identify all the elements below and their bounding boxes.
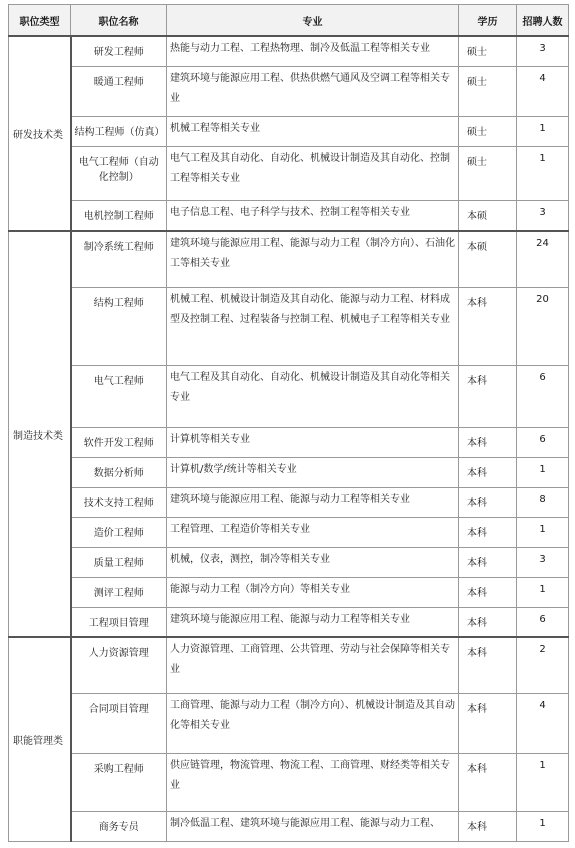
degree-requirement: 本硕 <box>459 200 517 231</box>
header-name: 职位名称 <box>71 5 167 37</box>
job-title: 人力资源管理 <box>71 637 167 693</box>
table-row <box>9 457 569 487</box>
major-requirement: 计算机等相关专业 <box>167 427 459 457</box>
header-major: 专业 <box>167 5 459 37</box>
table-row <box>9 287 569 365</box>
hiring-count: 6 <box>517 365 569 427</box>
table-row <box>9 231 569 287</box>
degree-requirement: 本科 <box>459 457 517 487</box>
hiring-count: 8 <box>517 487 569 517</box>
job-title: 造价工程师 <box>71 517 167 547</box>
table-row <box>9 577 569 607</box>
job-title: 技术支持工程师 <box>71 487 167 517</box>
degree-requirement: 本科 <box>459 693 517 753</box>
hiring-count: 20 <box>517 287 569 365</box>
degree-requirement: 硕士 <box>459 36 517 66</box>
recruitment-table <box>8 4 569 842</box>
table-row <box>9 66 569 116</box>
major-requirement: 人力资源管理、工商管理、公共管理、劳动与社会保障等相关专业 <box>167 637 459 693</box>
table-row <box>9 146 569 200</box>
job-title: 暖通工程师 <box>71 66 167 116</box>
hiring-count: 3 <box>517 200 569 231</box>
table-row <box>9 365 569 427</box>
hiring-count: 6 <box>517 427 569 457</box>
degree-requirement: 硕士 <box>459 146 517 200</box>
table-row <box>9 811 569 841</box>
major-requirement: 工程管理、工程造价等相关专业 <box>167 517 459 547</box>
header-degree: 学历 <box>459 5 517 37</box>
hiring-count: 1 <box>517 577 569 607</box>
major-requirement: 计算机/数学/统计等相关专业 <box>167 457 459 487</box>
degree-requirement: 本硕 <box>459 231 517 287</box>
major-requirement: 建筑环境与能源应用工程、能源与动力工程等相关专业 <box>167 607 459 637</box>
job-category: 研发技术类 <box>9 36 71 231</box>
hiring-count: 1 <box>517 116 569 146</box>
major-requirement: 工商管理、能源与动力工程（制冷方向）、机械设计制造及其自动化等相关专业 <box>167 693 459 753</box>
header-row <box>9 5 569 37</box>
degree-requirement: 本科 <box>459 487 517 517</box>
table-row <box>9 200 569 231</box>
job-category: 职能管理类 <box>9 637 71 841</box>
job-title: 结构工程师（仿真） <box>71 116 167 146</box>
job-category: 制造技术类 <box>9 231 71 637</box>
degree-requirement: 本科 <box>459 577 517 607</box>
hiring-count: 3 <box>517 547 569 577</box>
hiring-count: 4 <box>517 693 569 753</box>
hiring-count: 1 <box>517 753 569 811</box>
table-row <box>9 116 569 146</box>
job-title: 质量工程师 <box>71 547 167 577</box>
job-title: 测评工程师 <box>71 577 167 607</box>
major-requirement: 建筑环境与能源应用工程、能源与动力工程等相关专业 <box>167 487 459 517</box>
degree-requirement: 本科 <box>459 607 517 637</box>
major-requirement: 制冷低温工程、建筑环境与能源应用工程、能源与动力工程、 <box>167 811 459 841</box>
degree-requirement: 硕士 <box>459 66 517 116</box>
major-requirement: 机械工程等相关专业 <box>167 116 459 146</box>
job-title: 制冷系统工程师 <box>71 231 167 287</box>
hiring-count: 1 <box>517 457 569 487</box>
hiring-count: 1 <box>517 811 569 841</box>
table-row <box>9 693 569 753</box>
table-row <box>9 547 569 577</box>
job-title: 工程项目管理 <box>71 607 167 637</box>
table-row <box>9 36 569 66</box>
job-title: 采购工程师 <box>71 753 167 811</box>
hiring-count: 3 <box>517 36 569 66</box>
degree-requirement: 本科 <box>459 547 517 577</box>
table-row <box>9 637 569 693</box>
degree-requirement: 硕士 <box>459 116 517 146</box>
job-title: 结构工程师 <box>71 287 167 365</box>
major-requirement: 建筑环境与能源应用工程、能源与动力工程（制冷方向）、石油化工等相关专业 <box>167 231 459 287</box>
major-requirement: 能源与动力工程（制冷方向）等相关专业 <box>167 577 459 607</box>
degree-requirement: 本科 <box>459 287 517 365</box>
degree-requirement: 本科 <box>459 637 517 693</box>
major-requirement: 机械工程、机械设计制造及其自动化、能源与动力工程、材料成型及控制工程、过程装备与控制工程、机械电子工程等相关专业 <box>167 287 459 365</box>
job-title: 电气工程师（自动化控制） <box>71 146 167 200</box>
table-row <box>9 607 569 637</box>
degree-requirement: 本科 <box>459 365 517 427</box>
header-type: 职位类型 <box>9 5 71 37</box>
job-title: 合同项目管理 <box>71 693 167 753</box>
degree-requirement: 本科 <box>459 517 517 547</box>
hiring-count: 24 <box>517 231 569 287</box>
degree-requirement: 本科 <box>459 811 517 841</box>
degree-requirement: 本科 <box>459 427 517 457</box>
hiring-count: 1 <box>517 146 569 200</box>
major-requirement: 热能与动力工程、工程热物理、制冷及低温工程等相关专业 <box>167 36 459 66</box>
job-title: 数据分析师 <box>71 457 167 487</box>
job-title: 研发工程师 <box>71 36 167 66</box>
table-row <box>9 427 569 457</box>
header-count: 招聘人数 <box>517 5 569 37</box>
hiring-count: 4 <box>517 66 569 116</box>
job-title: 商务专员 <box>71 811 167 841</box>
job-title: 电机控制工程师 <box>71 200 167 231</box>
degree-requirement: 本科 <box>459 753 517 811</box>
major-requirement: 电子信息工程、电子科学与技术、控制工程等相关专业 <box>167 200 459 231</box>
hiring-count: 1 <box>517 517 569 547</box>
job-title: 电气工程师 <box>71 365 167 427</box>
hiring-count: 6 <box>517 607 569 637</box>
table-body <box>9 36 569 841</box>
major-requirement: 机械，仪表，测控，制冷等相关专业 <box>167 547 459 577</box>
major-requirement: 电气工程及其自动化、自动化、机械设计制造及其自动化等相关专业 <box>167 365 459 427</box>
table-row <box>9 487 569 517</box>
major-requirement: 供应链管理，物流管理、物流工程、工商管理、财经类等相关专业 <box>167 753 459 811</box>
table-row <box>9 517 569 547</box>
table-row <box>9 753 569 811</box>
major-requirement: 建筑环境与能源应用工程、供热供燃气通风及空调工程等相关专业 <box>167 66 459 116</box>
job-title: 软件开发工程师 <box>71 427 167 457</box>
major-requirement: 电气工程及其自动化、自动化、机械设计制造及其自动化、控制工程等相关专业 <box>167 146 459 200</box>
hiring-count: 2 <box>517 637 569 693</box>
